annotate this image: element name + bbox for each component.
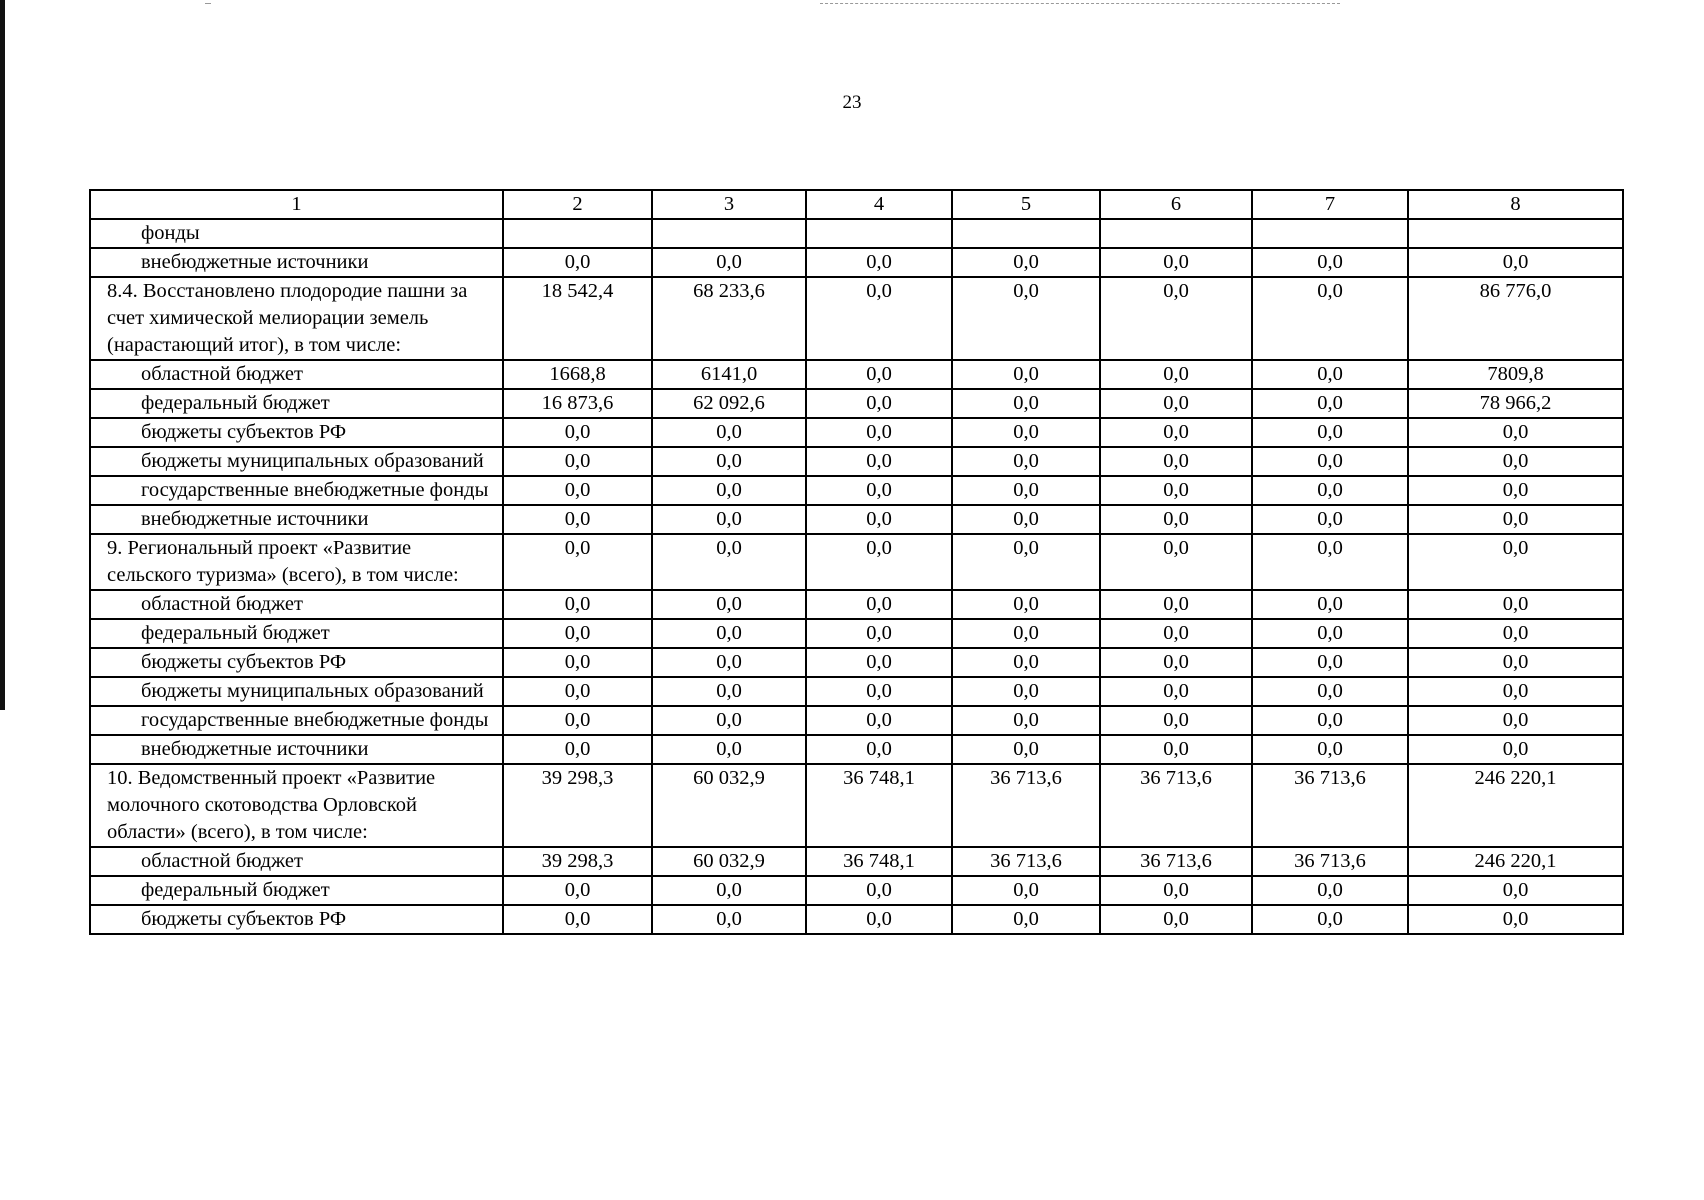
- value-cell: 0,0: [952, 534, 1100, 590]
- column-header: 3: [652, 190, 806, 219]
- row-label: 10. Ведомственный проект «Развитие молочного скотоводства Орловской области» (всего), в том числе:: [90, 764, 503, 847]
- row-label: федеральный бюджет: [90, 619, 503, 648]
- value-cell: 246 220,1: [1408, 764, 1623, 847]
- value-cell: 0,0: [1252, 677, 1408, 706]
- row-label: бюджеты муниципальных образований: [90, 677, 503, 706]
- table-row: [90, 735, 1623, 764]
- value-cell: 36 748,1: [806, 764, 952, 847]
- value-cell: 0,0: [952, 876, 1100, 905]
- value-cell: 0,0: [1408, 418, 1623, 447]
- table-row: [90, 706, 1623, 735]
- value-cell: 39 298,3: [503, 847, 652, 876]
- value-cell: [1252, 219, 1408, 248]
- value-cell: 60 032,9: [652, 847, 806, 876]
- value-cell: 36 713,6: [952, 847, 1100, 876]
- value-cell: 0,0: [1100, 505, 1252, 534]
- value-cell: 36 748,1: [806, 847, 952, 876]
- value-cell: 0,0: [806, 619, 952, 648]
- table-row: [90, 389, 1623, 418]
- value-cell: [503, 219, 652, 248]
- value-cell: 0,0: [503, 534, 652, 590]
- column-header: 1: [90, 190, 503, 219]
- value-cell: 0,0: [1100, 590, 1252, 619]
- value-cell: 0,0: [952, 389, 1100, 418]
- value-cell: 0,0: [652, 876, 806, 905]
- value-cell: 0,0: [503, 677, 652, 706]
- table-row: [90, 847, 1623, 876]
- value-cell: 0,0: [952, 590, 1100, 619]
- value-cell: 0,0: [1408, 534, 1623, 590]
- value-cell: 0,0: [806, 447, 952, 476]
- value-cell: 0,0: [806, 735, 952, 764]
- value-cell: 0,0: [952, 706, 1100, 735]
- value-cell: 0,0: [652, 706, 806, 735]
- row-label: фонды: [90, 219, 503, 248]
- table-row: [90, 905, 1623, 934]
- value-cell: 0,0: [1100, 248, 1252, 277]
- value-cell: 86 776,0: [1408, 277, 1623, 360]
- scan-artifact: [205, 3, 211, 5]
- value-cell: 0,0: [806, 505, 952, 534]
- value-cell: 36 713,6: [1252, 847, 1408, 876]
- value-cell: 0,0: [1252, 277, 1408, 360]
- value-cell: 246 220,1: [1408, 847, 1623, 876]
- table-row: [90, 534, 1623, 590]
- table-row: [90, 590, 1623, 619]
- value-cell: 0,0: [806, 360, 952, 389]
- scan-artifact: [820, 3, 1340, 5]
- table-row: [90, 248, 1623, 277]
- value-cell: 36 713,6: [1100, 847, 1252, 876]
- value-cell: 0,0: [652, 476, 806, 505]
- value-cell: 0,0: [503, 447, 652, 476]
- value-cell: 0,0: [1408, 590, 1623, 619]
- table-body: [90, 219, 1623, 934]
- value-cell: 0,0: [503, 876, 652, 905]
- value-cell: 0,0: [652, 534, 806, 590]
- value-cell: 0,0: [952, 418, 1100, 447]
- value-cell: 0,0: [652, 418, 806, 447]
- value-cell: 0,0: [806, 418, 952, 447]
- value-cell: 0,0: [503, 648, 652, 677]
- value-cell: 0,0: [503, 706, 652, 735]
- value-cell: [1100, 219, 1252, 248]
- value-cell: 0,0: [952, 648, 1100, 677]
- value-cell: 0,0: [1252, 360, 1408, 389]
- value-cell: 0,0: [652, 735, 806, 764]
- row-label: внебюджетные источники: [90, 505, 503, 534]
- value-cell: 0,0: [1100, 360, 1252, 389]
- value-cell: 0,0: [503, 905, 652, 934]
- row-label: 8.4. Восстановлено плодородие пашни за счет химической мелиорации земель (нарастающий итог), в том числе:: [90, 277, 503, 360]
- value-cell: 0,0: [952, 619, 1100, 648]
- row-label: областной бюджет: [90, 847, 503, 876]
- value-cell: 0,0: [1408, 648, 1623, 677]
- row-label: государственные внебюджетные фонды: [90, 706, 503, 735]
- table-row: [90, 619, 1623, 648]
- value-cell: 0,0: [503, 505, 652, 534]
- column-header: 4: [806, 190, 952, 219]
- value-cell: 0,0: [1252, 876, 1408, 905]
- value-cell: 0,0: [652, 677, 806, 706]
- row-label: федеральный бюджет: [90, 389, 503, 418]
- value-cell: 0,0: [1252, 905, 1408, 934]
- value-cell: 6141,0: [652, 360, 806, 389]
- value-cell: 0,0: [1252, 648, 1408, 677]
- table-row: [90, 418, 1623, 447]
- value-cell: 0,0: [503, 248, 652, 277]
- row-label: внебюджетные источники: [90, 735, 503, 764]
- value-cell: 0,0: [503, 418, 652, 447]
- value-cell: 0,0: [806, 905, 952, 934]
- value-cell: 0,0: [806, 876, 952, 905]
- row-label: государственные внебюджетные фонды: [90, 476, 503, 505]
- value-cell: 0,0: [1408, 619, 1623, 648]
- value-cell: 16 873,6: [503, 389, 652, 418]
- value-cell: 0,0: [806, 534, 952, 590]
- value-cell: 0,0: [1100, 648, 1252, 677]
- value-cell: 0,0: [1252, 476, 1408, 505]
- value-cell: 0,0: [1252, 447, 1408, 476]
- value-cell: 0,0: [952, 905, 1100, 934]
- value-cell: 39 298,3: [503, 764, 652, 847]
- value-cell: 0,0: [1100, 277, 1252, 360]
- row-label: федеральный бюджет: [90, 876, 503, 905]
- table-row: [90, 219, 1623, 248]
- value-cell: 78 966,2: [1408, 389, 1623, 418]
- value-cell: 0,0: [1252, 534, 1408, 590]
- page-number: 23: [842, 92, 862, 113]
- value-cell: 0,0: [806, 706, 952, 735]
- column-header: 8: [1408, 190, 1623, 219]
- table-row: [90, 648, 1623, 677]
- table-row: [90, 476, 1623, 505]
- table-header-row: [90, 190, 1623, 219]
- value-cell: 7809,8: [1408, 360, 1623, 389]
- value-cell: 0,0: [1100, 677, 1252, 706]
- row-label: областной бюджет: [90, 360, 503, 389]
- value-cell: 0,0: [1100, 619, 1252, 648]
- row-label: бюджеты муниципальных образований: [90, 447, 503, 476]
- value-cell: 0,0: [503, 735, 652, 764]
- column-header: 5: [952, 190, 1100, 219]
- budget-table: [89, 189, 1624, 935]
- value-cell: 0,0: [503, 619, 652, 648]
- row-label: областной бюджет: [90, 590, 503, 619]
- row-label: 9. Региональный проект «Развитие сельского туризма» (всего), в том числе:: [90, 534, 503, 590]
- value-cell: 0,0: [652, 248, 806, 277]
- value-cell: 60 032,9: [652, 764, 806, 847]
- value-cell: 0,0: [1252, 735, 1408, 764]
- value-cell: 0,0: [806, 389, 952, 418]
- table-row: [90, 876, 1623, 905]
- value-cell: 0,0: [806, 590, 952, 619]
- value-cell: 68 233,6: [652, 277, 806, 360]
- value-cell: 0,0: [1100, 534, 1252, 590]
- table-row: [90, 447, 1623, 476]
- value-cell: 0,0: [952, 277, 1100, 360]
- value-cell: 0,0: [652, 505, 806, 534]
- value-cell: 0,0: [952, 476, 1100, 505]
- value-cell: 0,0: [952, 447, 1100, 476]
- value-cell: 0,0: [1100, 476, 1252, 505]
- value-cell: 0,0: [1408, 447, 1623, 476]
- value-cell: 0,0: [652, 447, 806, 476]
- value-cell: 0,0: [652, 590, 806, 619]
- value-cell: 0,0: [1100, 418, 1252, 447]
- value-cell: 0,0: [806, 648, 952, 677]
- value-cell: [952, 219, 1100, 248]
- row-label: бюджеты субъектов РФ: [90, 648, 503, 677]
- column-header: 7: [1252, 190, 1408, 219]
- value-cell: [652, 219, 806, 248]
- value-cell: 0,0: [1252, 619, 1408, 648]
- value-cell: 0,0: [952, 360, 1100, 389]
- value-cell: 0,0: [1252, 590, 1408, 619]
- value-cell: 0,0: [806, 677, 952, 706]
- value-cell: 0,0: [1100, 447, 1252, 476]
- value-cell: 1668,8: [503, 360, 652, 389]
- value-cell: 0,0: [806, 277, 952, 360]
- value-cell: 18 542,4: [503, 277, 652, 360]
- value-cell: 0,0: [652, 648, 806, 677]
- value-cell: 0,0: [503, 590, 652, 619]
- value-cell: 36 713,6: [1100, 764, 1252, 847]
- row-label: бюджеты субъектов РФ: [90, 905, 503, 934]
- value-cell: 0,0: [1100, 706, 1252, 735]
- table-row: [90, 677, 1623, 706]
- value-cell: [1408, 219, 1623, 248]
- table-row: [90, 277, 1623, 360]
- value-cell: 0,0: [1252, 248, 1408, 277]
- column-header: 2: [503, 190, 652, 219]
- value-cell: 0,0: [952, 735, 1100, 764]
- value-cell: 0,0: [806, 476, 952, 505]
- row-label: внебюджетные источники: [90, 248, 503, 277]
- value-cell: 0,0: [503, 476, 652, 505]
- value-cell: 0,0: [1408, 248, 1623, 277]
- table-row: [90, 764, 1623, 847]
- value-cell: 0,0: [1408, 505, 1623, 534]
- value-cell: 0,0: [652, 619, 806, 648]
- column-header: 6: [1100, 190, 1252, 219]
- value-cell: 0,0: [1100, 735, 1252, 764]
- table-row: [90, 505, 1623, 534]
- value-cell: 0,0: [1252, 418, 1408, 447]
- value-cell: 36 713,6: [952, 764, 1100, 847]
- value-cell: 0,0: [1252, 389, 1408, 418]
- value-cell: 0,0: [1252, 505, 1408, 534]
- value-cell: 0,0: [1408, 476, 1623, 505]
- value-cell: 0,0: [1408, 677, 1623, 706]
- value-cell: 0,0: [1100, 389, 1252, 418]
- value-cell: 62 092,6: [652, 389, 806, 418]
- value-cell: 0,0: [952, 248, 1100, 277]
- value-cell: 0,0: [1100, 905, 1252, 934]
- value-cell: 0,0: [952, 677, 1100, 706]
- value-cell: 0,0: [1408, 905, 1623, 934]
- value-cell: 0,0: [1100, 876, 1252, 905]
- value-cell: 0,0: [1252, 706, 1408, 735]
- value-cell: 0,0: [1408, 706, 1623, 735]
- row-label: бюджеты субъектов РФ: [90, 418, 503, 447]
- value-cell: 36 713,6: [1252, 764, 1408, 847]
- value-cell: 0,0: [806, 248, 952, 277]
- value-cell: [806, 219, 952, 248]
- value-cell: 0,0: [652, 905, 806, 934]
- value-cell: 0,0: [952, 505, 1100, 534]
- value-cell: 0,0: [1408, 735, 1623, 764]
- table-row: [90, 360, 1623, 389]
- value-cell: 0,0: [1408, 876, 1623, 905]
